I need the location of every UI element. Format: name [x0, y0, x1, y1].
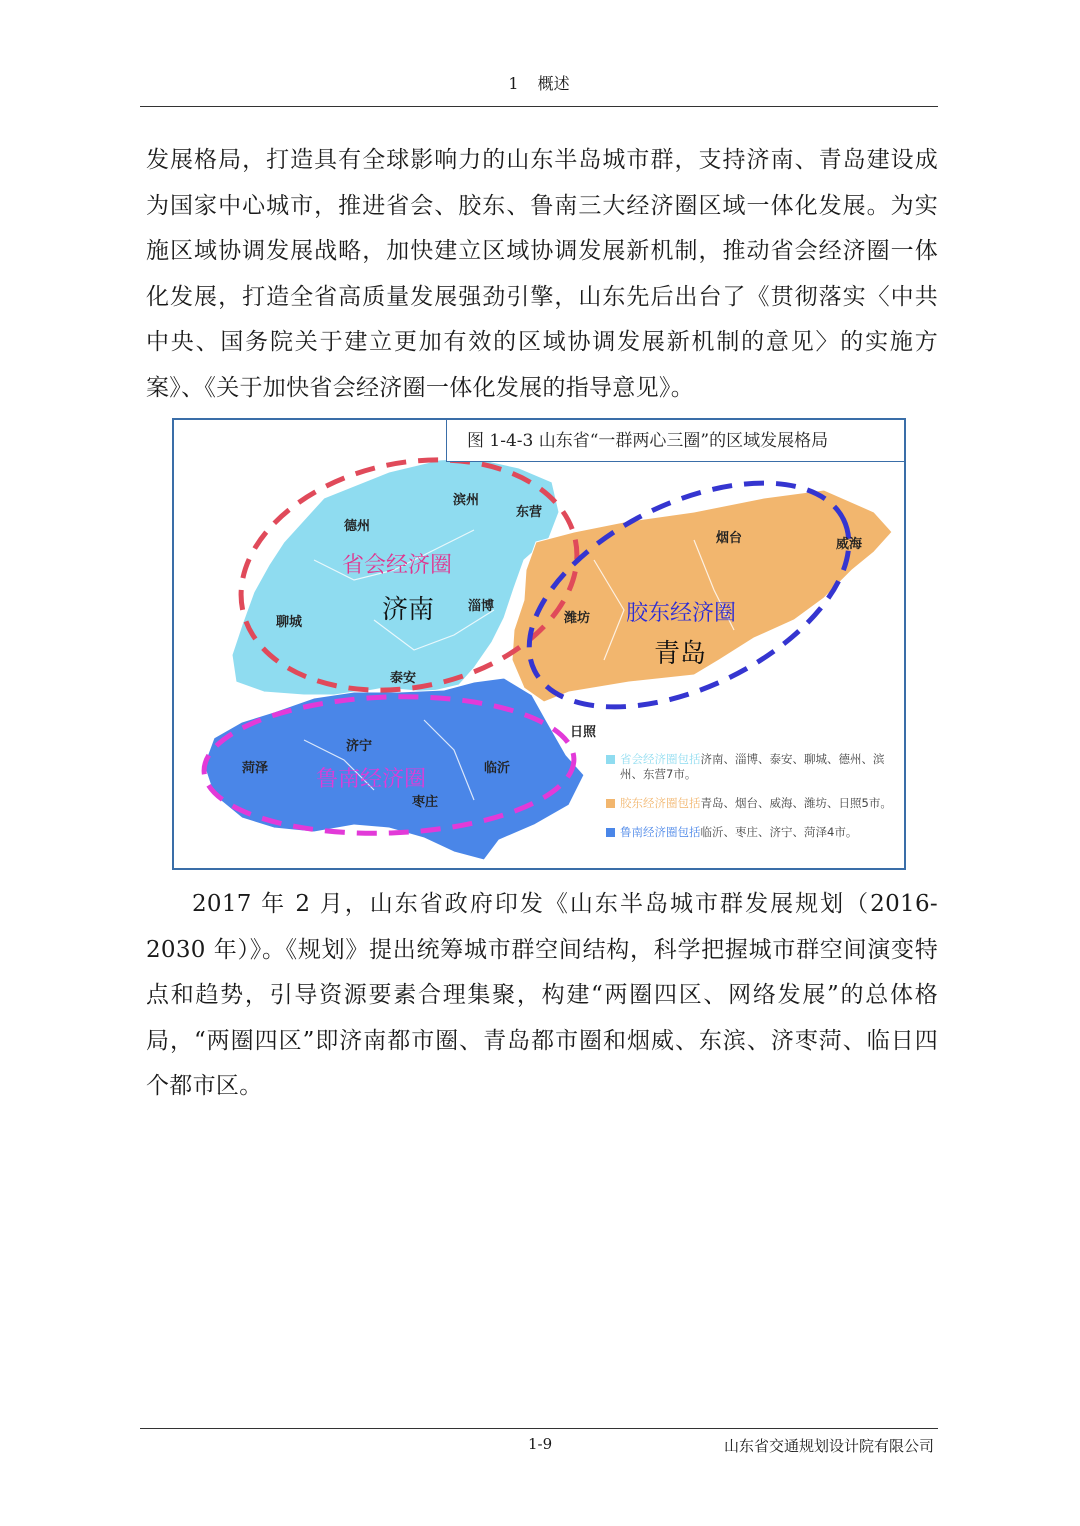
- city-jining: 济宁: [346, 739, 373, 754]
- city-qingdao: 青岛: [654, 639, 707, 669]
- legend-highlight: 省会经济圈包括: [620, 752, 701, 766]
- legend-swatch-jiaodong: [606, 799, 615, 808]
- label-provincial: 省会经济圈: [342, 553, 453, 578]
- label-lunan: 鲁南经济圈: [316, 767, 427, 792]
- city-linyi: 临沂: [484, 761, 511, 776]
- chapter-title: 概述: [537, 74, 570, 93]
- legend-highlight: 鲁南经济圈包括: [620, 825, 701, 839]
- city-zaozhuang: 枣庄: [412, 795, 439, 810]
- organization-name: 山东省交通规划设计院有限公司: [723, 1437, 934, 1455]
- page-header: [140, 72, 938, 107]
- city-binzhou: 滨州: [453, 493, 480, 508]
- city-heze: 菏泽: [242, 761, 269, 776]
- figure-caption: 图 1-4-3 山东省“一群两心三圈”的区域发展格局: [446, 420, 906, 462]
- paragraph-2: 2017 年 2 月，山东省政府印发《山东半岛城市群发展规划（2016-2030 年）》。《规划》提出统筹城市群空间结构，科学把握城市群空间演变特点和趋势，引导资源要素合理集聚，构建“两圈四区、网络发展”的总体格局，“两圈四区”即济南都市圈、青岛都市圈和烟威、东滨、济枣菏、临日四个都市区。: [146, 891, 938, 1100]
- city-dezhou: 德州: [344, 519, 371, 534]
- city-yantai: 烟台: [716, 531, 743, 546]
- city-weifang: 潍坊: [564, 611, 591, 626]
- legend-item-jiaodong: [606, 796, 906, 811]
- legend-swatch-provincial: [606, 755, 615, 764]
- legend-swatch-lunan: [606, 828, 615, 837]
- figure-map: [172, 418, 906, 870]
- city-weihai: 威海: [836, 537, 863, 552]
- label-jiaodong: 胶东经济圈: [626, 601, 737, 626]
- legend-text: 济南、淄博、泰安、聊城、德州、滨州、东营7市。: [620, 752, 885, 781]
- legend-highlight: 胶东经济圈包括: [620, 796, 701, 810]
- legend-text: 临沂、枣庄、济宁、菏泽4市。: [700, 825, 858, 839]
- city-rizhao: 日照: [570, 725, 597, 740]
- map-legend: [606, 752, 906, 854]
- page-footer: [140, 1428, 938, 1459]
- city-liaocheng: 聊城: [276, 615, 303, 630]
- city-dongying: 东营: [516, 505, 543, 520]
- city-jinan: 济南: [382, 595, 435, 625]
- city-zibo: 淄博: [468, 599, 495, 614]
- legend-item-provincial: [606, 752, 906, 782]
- legend-item-lunan: [606, 825, 906, 840]
- legend-text: 青岛、烟台、威海、潍坊、日照5市。: [700, 796, 892, 810]
- page-number: 1-9: [528, 1435, 553, 1453]
- chapter-number: 1: [508, 74, 519, 93]
- paragraph-1: 发展格局，打造具有全球影响力的山东半岛城市群，支持济南、青岛建设成为国家中心城市，推进省会、胶东、鲁南三大经济圈区域一体化发展。为实施区域协调发展战略，加快建立区域协调发展新机制，推动省会经济圈一体化发展，打造全省高质量发展强劲引擎，山东先后出台了《贯彻落实〈中共中央、国务院关于建立更加有效的区域协调发展新机制的意见〉的实施方案》、《关于加快省会经济圈一体化发展的指导意见》。: [146, 147, 938, 401]
- city-taian: 泰安: [390, 671, 417, 686]
